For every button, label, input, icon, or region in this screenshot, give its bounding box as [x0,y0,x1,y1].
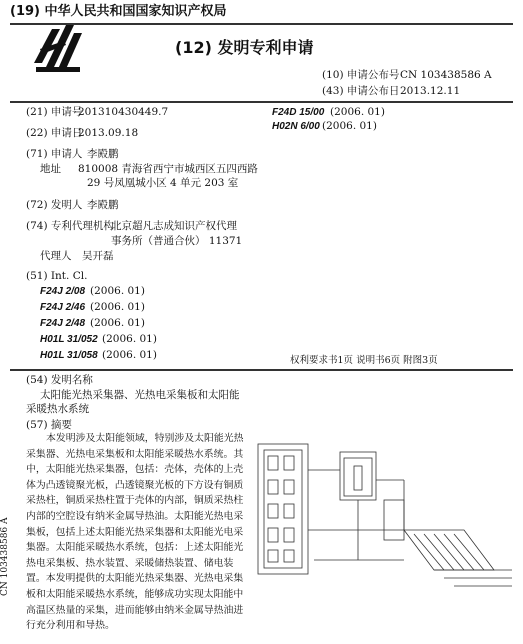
sipo-logo-icon [30,23,86,75]
agency-line-2: 事务所（普通合伙） 11371 [111,235,243,247]
agent-label: 代理人 [40,250,72,262]
applicant-label: (71) 申请人 [26,148,83,160]
int-cl-label: (51) Int. Cl. [26,270,88,282]
address-line-2: 29 号凤凰城小区 4 单元 203 室 [87,177,239,189]
storage-unit [384,500,404,540]
application-number-label: (21) 申请号 [26,106,83,118]
ipc-version-1: (2006. 01) [90,285,145,297]
panel-frame [258,444,308,574]
ipc-version-4: (2006. 01) [102,333,157,345]
ipc-version-5: (2006. 01) [102,349,157,361]
address-label: 地址 [40,163,61,175]
applicant-name: 李殿鹏 [87,148,119,160]
document-type-title: (12) 发明专利申请 [175,38,314,57]
agency-line-1: 北京超凡志成知识产权代理 [111,220,237,232]
application-number: 201310430449.7 [78,106,169,118]
patent-office-header: (19) 中华人民共和国国家知识产权局 [10,4,227,19]
ipc-code-2: F24J 2/46 [40,302,86,313]
tank [340,452,376,500]
ipc-version-3: (2006. 01) [90,317,145,329]
panel-cells [268,456,294,562]
side-publication-code: CN 103438586 A [0,517,10,596]
collector-slope [404,530,494,570]
ipc-code-1: F24J 2/08 [40,286,86,297]
abstract-text: 本发明涉及太阳能领域，特别涉及太阳能光热采集器、光热电采集板和太阳能采暖热水系统。其中，太阳能光热采集器，包括：壳体，壳体的上壳体为凸透镜聚光板，凸透镜聚光板的下方设有铜质采热柱，铜质采热柱置于壳体的内部，铜质采热柱内部的空腔设有纳米金属导热油。太阳能光热电采集板，包括上述太阳能光热采集器和太阳能光电采集器。太阳能采暖热水系统，包括：上述太阳能光热电采集板、热水装置、采暖储热装置、储电装置。本发明提供的太阳能光热采集器、光热电采集板和太阳能采暖热水系统，能够成功实现太阳能中高温区热量的采集，进而能够由纳米金属导热油进行充分利用和导热。 [26,433,244,632]
ground-grid [434,570,512,586]
title-line-1: 太阳能光热采集器、光热电采集板和太阳能 [40,389,240,401]
ipc-right-2-version: (2006. 01) [322,120,377,132]
agency-label: (74) 专利代理机构 [26,220,114,232]
publication-date: 2013.12.11 [400,85,461,97]
title-line-2: 采暖热水系统 [26,403,89,415]
ipc-code-3: F24J 2/48 [40,318,86,329]
agent-name: 吴开磊 [82,250,114,262]
inventor-label: (72) 发明人 [26,199,83,211]
abstract-rule [10,369,513,371]
ipc-right-2: H02N 6/00 [272,121,320,132]
ipc-version-2: (2006. 01) [90,301,145,313]
ipc-right-1-version: (2006. 01) [330,106,385,118]
title-label: (54) 发明名称 [26,374,93,386]
publication-number-label: (10) 申请公布号 [322,69,400,81]
ipc-right-1: F24D 15/00 [272,107,325,118]
inventor-name: 李殿鹏 [87,199,119,211]
application-date: 2013.09.18 [78,127,139,139]
pages-summary: 权利要求书1页 说明书6页 附图3页 [290,355,438,366]
abstract-figure [254,440,516,590]
heater [354,466,362,490]
ipc-code-5: H01L 31/058 [40,350,98,361]
abstract-label: (57) 摘要 [26,419,72,431]
application-date-label: (22) 申请日 [26,127,83,139]
address-line-1: 810008 青海省西宁市城西区五四西路 [78,163,258,175]
ipc-code-4: H01L 31/052 [40,334,98,345]
publication-date-label: (43) 申请公布日 [322,85,400,97]
section-rule [10,101,513,103]
publication-number: CN 103438586 A [400,69,492,81]
